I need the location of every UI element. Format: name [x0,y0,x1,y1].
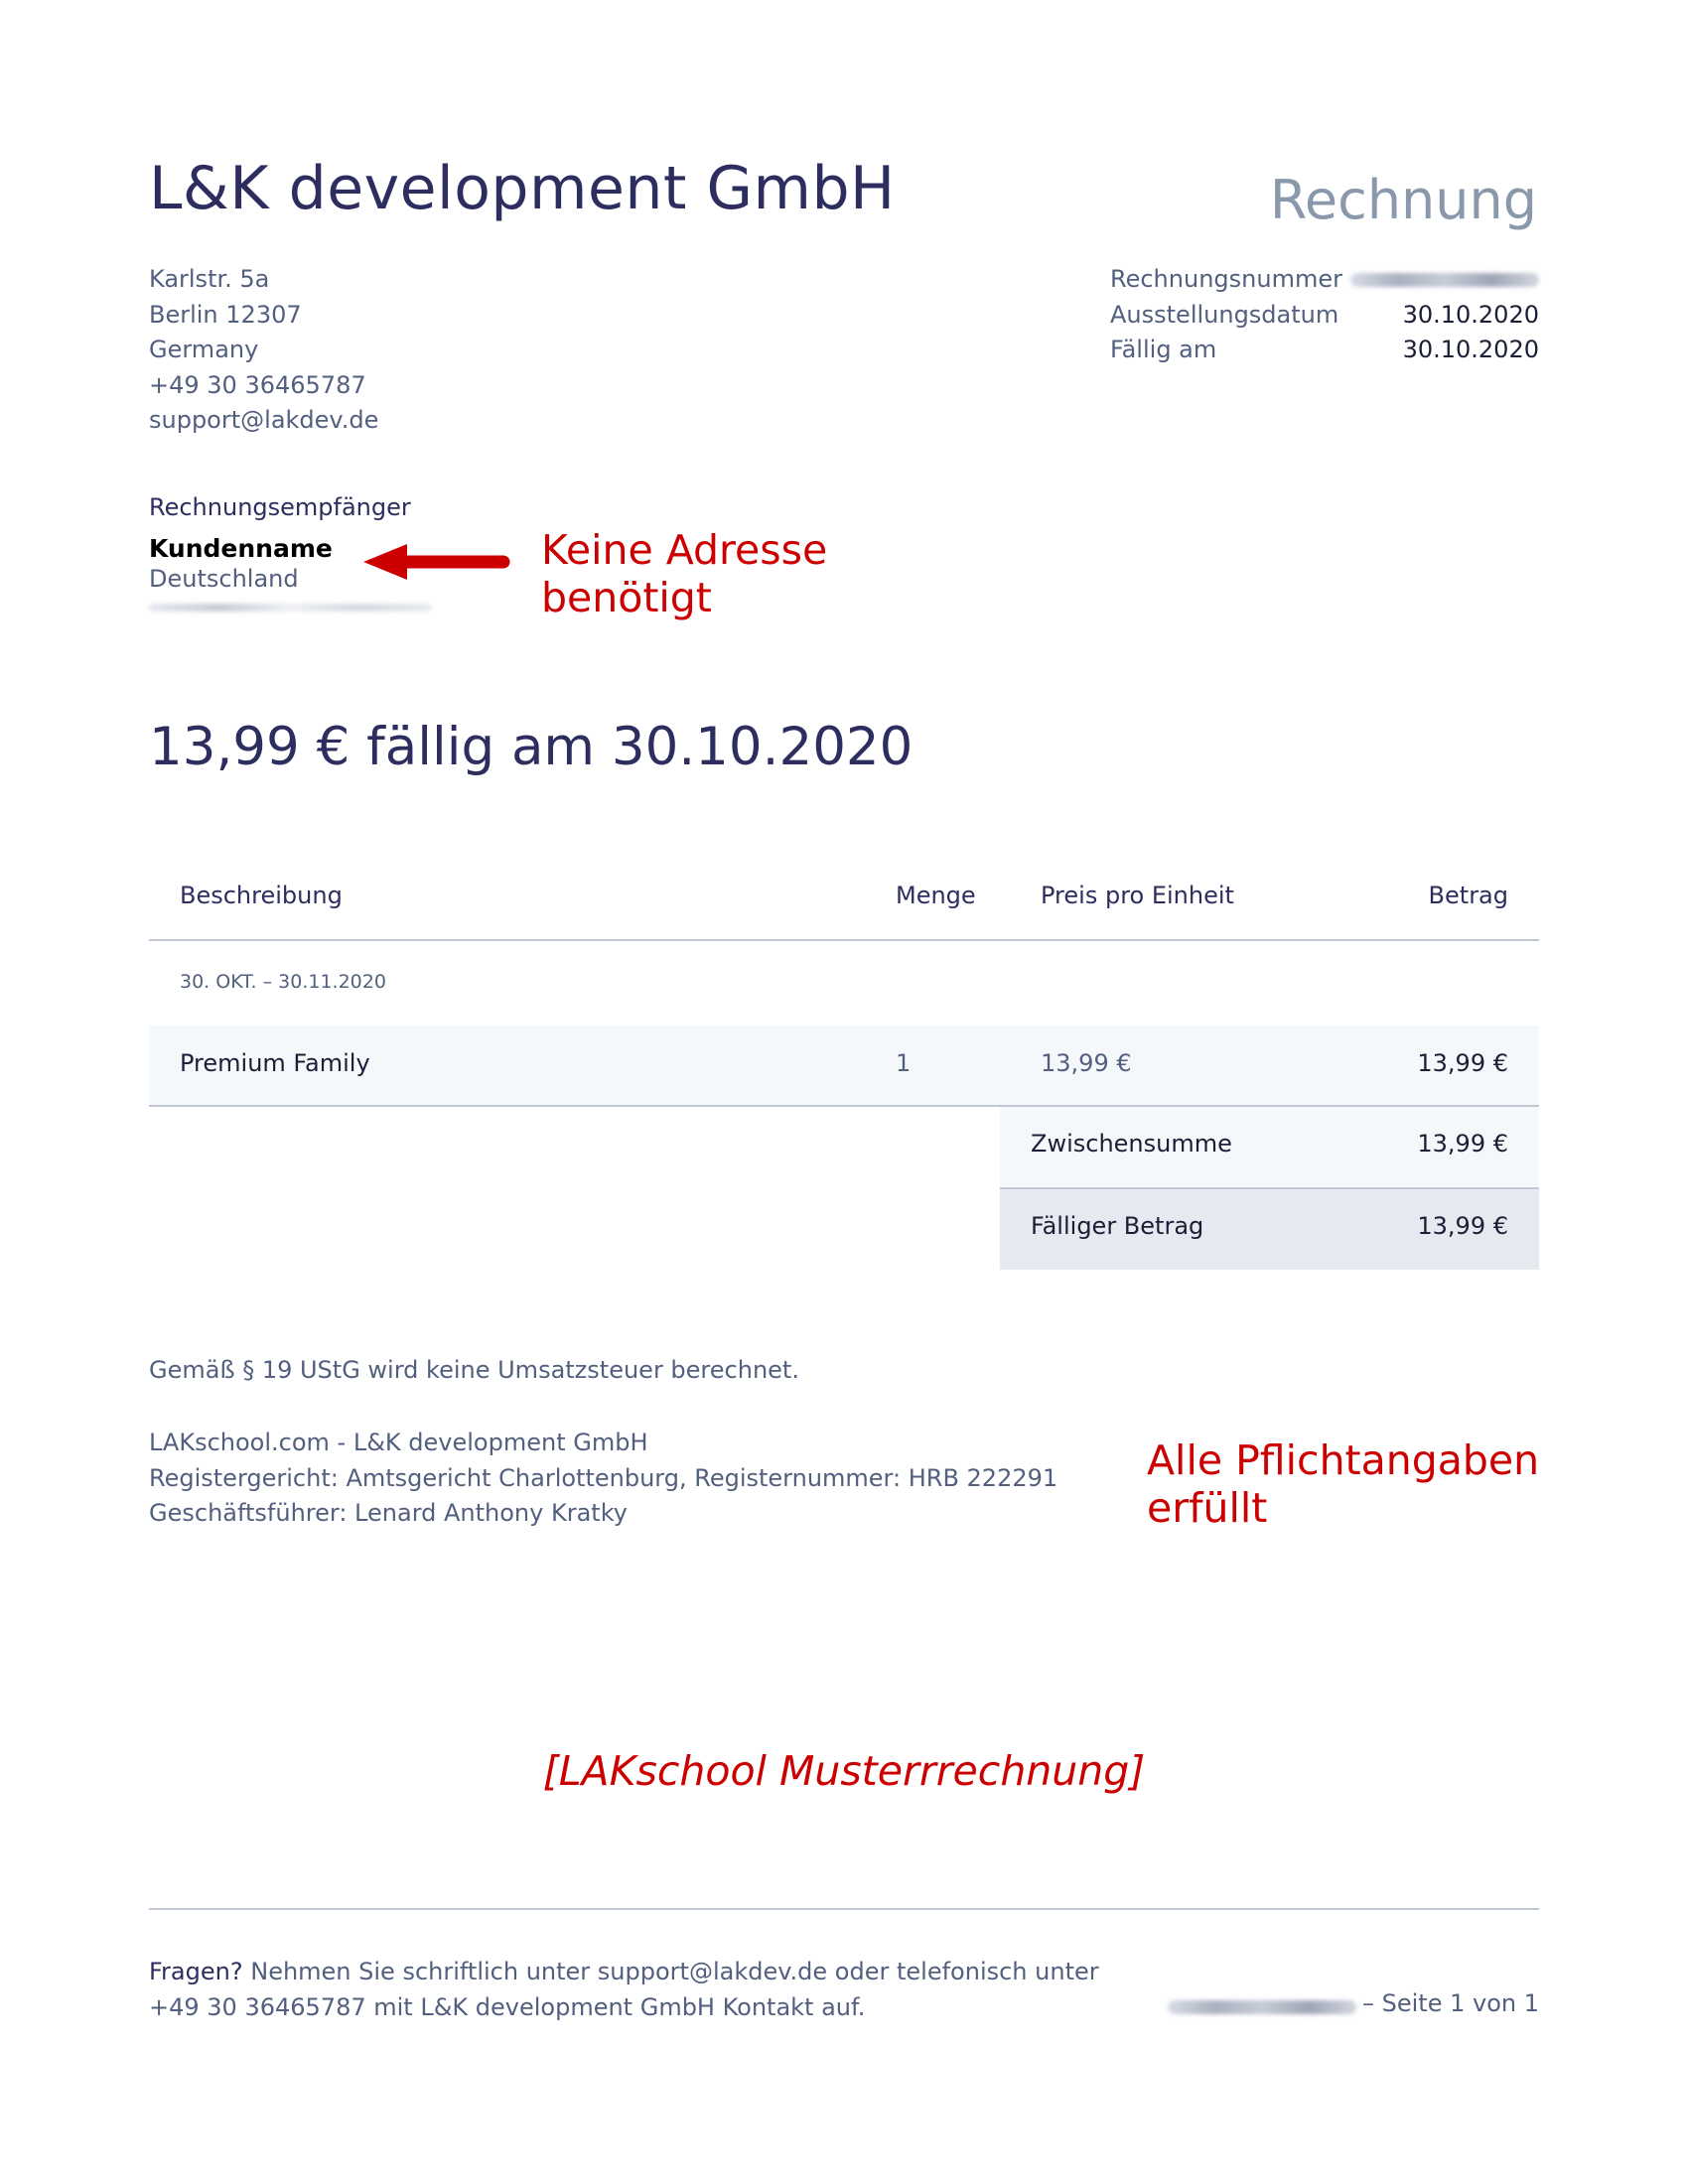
total-due-row [1000,1189,1539,1270]
row-description: Premium Family [180,1049,370,1077]
document-title: Rechnung [1269,169,1537,231]
address-annotation-line2: benötigt [541,574,712,621]
footer-line-1 [149,1955,1099,1990]
amount-due-heading: 13,99 € fällig am 30.10.2020 [149,717,914,777]
sender-country: Germany [149,336,259,363]
row-quantity: 1 [896,1049,912,1077]
row-amount: 13,99 € [1417,1049,1508,1077]
redacted-invoice-ref [1168,2000,1356,2014]
subtotal-value: 13,99 € [1417,1130,1508,1158]
sender-email: support@lakdev.de [149,406,379,434]
col-unit-price: Preis pro Einheit [1041,882,1234,909]
page-info [1168,1989,1539,2017]
row-unit-price: 13,99 € [1041,1049,1132,1077]
tax-note: Gemäß § 19 UStG wird keine Umsatzsteuer berechnet. [149,1356,799,1384]
table-row [149,1025,1539,1107]
due-date-row [1110,333,1539,368]
company-name: L&K development GmbH [149,154,896,223]
arrow-left-icon [359,542,518,582]
legal-line-2: Registergericht: Amtsgericht Charlottenburg, Registernummer: HRB 222291 [149,1463,1058,1492]
due-date-label: Fällig am [1110,336,1217,363]
footer-contact [149,1955,1099,2025]
subtotal-label: Zwischensumme [1031,1130,1232,1158]
due-date-value: 30.10.2020 [1402,336,1539,363]
total-due-label: Fälliger Betrag [1031,1212,1204,1240]
issue-date-row [1110,298,1539,334]
address-annotation [541,526,827,621]
col-amount: Betrag [1428,882,1508,909]
col-quantity: Menge [896,882,976,909]
mandatory-annotation-line1: Alle Pflichtangaben [1147,1436,1540,1484]
subtotal-row [1000,1107,1539,1189]
address-annotation-line1: Keine Adresse [541,526,828,574]
issue-date-label: Ausstellungsdatum [1110,300,1339,329]
legal-line-3: Geschäftsführer: Lenard Anthony Kratky [149,1499,628,1527]
mandatory-annotation-line2: erfüllt [1147,1484,1268,1532]
mandatory-annotation [1147,1436,1539,1532]
sender-phone: +49 30 36465787 [149,370,366,399]
footer-text-1: Nehmen Sie schriftlich unter support@lakdev.de oder telefonisch unter [250,1958,1099,1985]
invoice-number-row [1110,262,1539,298]
col-description: Beschreibung [180,882,343,909]
recipient-country: Deutschland [149,565,299,593]
sample-watermark: [LAKschool Musterrrechnung] [542,1747,1146,1795]
issue-date-value: 30.10.2020 [1402,300,1539,329]
footer-divider [149,1908,1539,1910]
page-number: – Seite 1 von 1 [1362,1989,1539,2017]
footer-question: Fragen? [149,1958,243,1985]
recipient-label: Rechnungsempfänger [149,493,411,521]
legal-info [149,1426,1057,1532]
legal-line-1: LAKschool.com - L&K development GmbH [149,1429,648,1456]
redacted-recipient-line [149,604,432,612]
billing-period: 30. OKT. – 30.11.2020 [180,971,386,993]
footer-text-2: +49 30 36465787 mit L&K development GmbH Kontakt auf. [149,1992,866,2021]
invoice-number-label: Rechnungsnummer [1110,265,1342,293]
total-due-value: 13,99 € [1417,1212,1508,1240]
sender-address [149,262,378,439]
recipient-name: Kundenname [149,534,333,563]
redacted-invoice-number [1350,273,1539,287]
table-header [149,862,1539,941]
sender-street: Karlstr. 5a [149,265,270,293]
sender-city: Berlin 12307 [149,300,302,329]
invoice-meta [1110,262,1539,368]
